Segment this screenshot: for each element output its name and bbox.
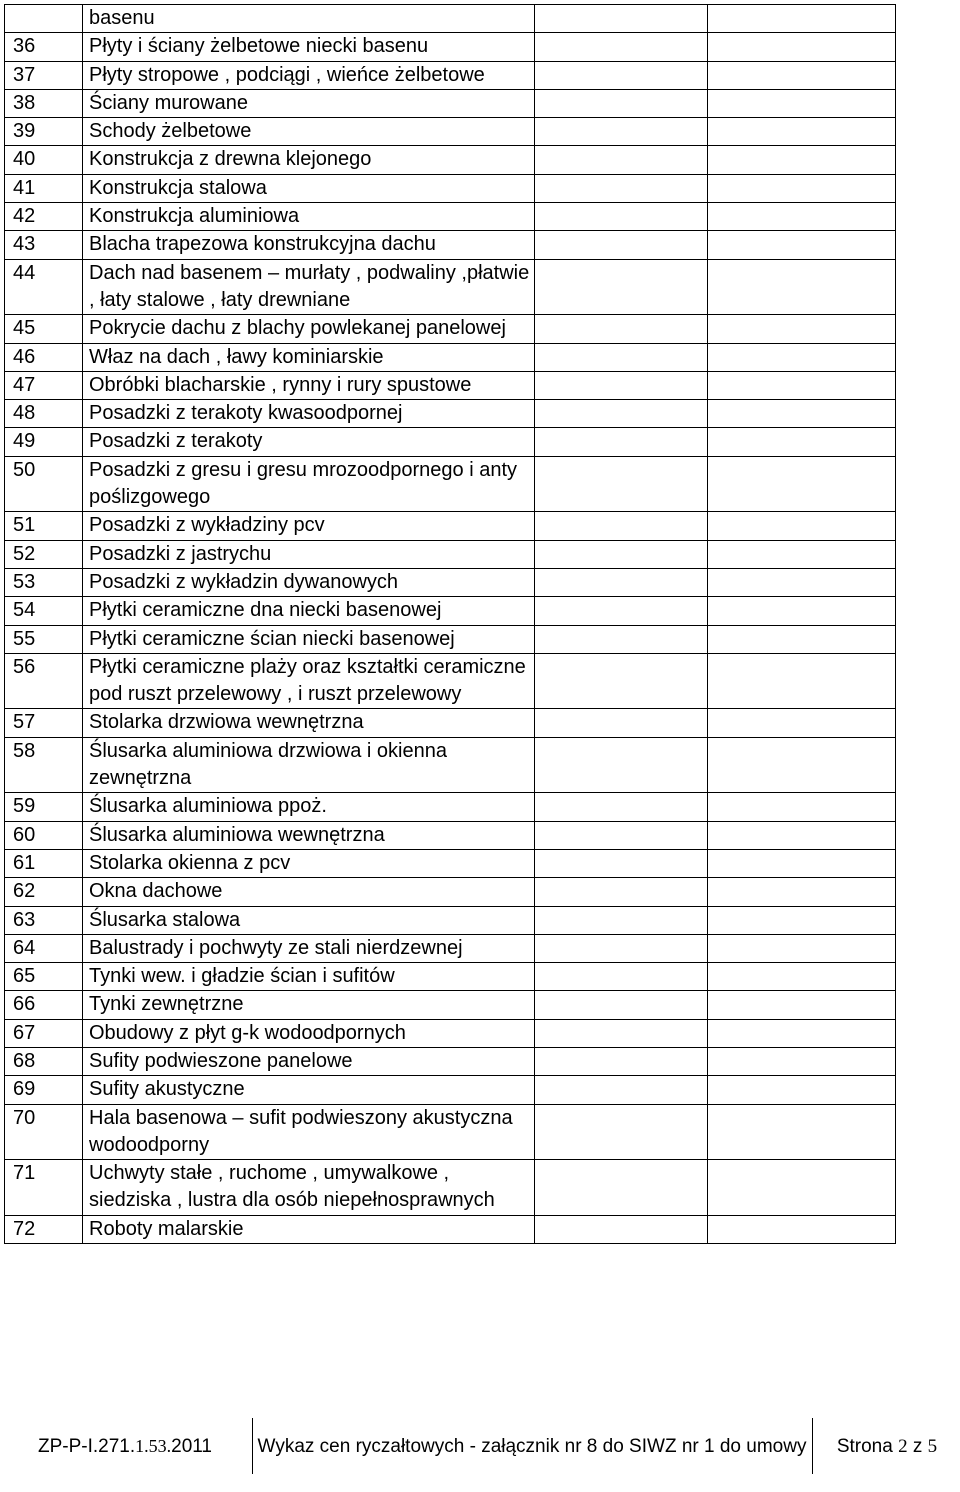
row-description: Ślusarka stalowa: [83, 906, 535, 934]
row-description: Płyty stropowe , podciągi , wieńce żelbetowe: [83, 61, 535, 89]
row-value-cell: [708, 400, 896, 428]
table-row: [5, 5, 896, 33]
row-number: 44: [5, 259, 83, 315]
row-description: Uchwyty stałe , ruchome , umywalkowe , siedziska , lustra dla osób niepełnosprawnych: [83, 1160, 535, 1216]
row-number: 52: [5, 540, 83, 568]
row-number: 42: [5, 203, 83, 231]
row-description: Tynki zewnętrzne: [83, 991, 535, 1019]
table-row: [5, 174, 896, 202]
row-description: Ściany murowane: [83, 89, 535, 117]
row-value-cell: [708, 118, 896, 146]
footer-divider: [252, 1418, 253, 1474]
row-value-cell: [708, 33, 896, 61]
row-price-cell: [535, 371, 708, 399]
row-number: 58: [5, 737, 83, 793]
row-description: Posadzki z terakoty kwasoodpornej: [83, 400, 535, 428]
table-row: [5, 1160, 896, 1216]
row-price-cell: [535, 231, 708, 259]
row-value-cell: [708, 512, 896, 540]
row-number: 64: [5, 934, 83, 962]
row-number: 70: [5, 1104, 83, 1160]
table-row: [5, 1104, 896, 1160]
row-price-cell: [535, 203, 708, 231]
row-value-cell: [708, 568, 896, 596]
row-price-cell: [535, 821, 708, 849]
table-row: [5, 540, 896, 568]
row-description: Stolarka drzwiowa wewnętrzna: [83, 709, 535, 737]
table-row: [5, 456, 896, 512]
row-value-cell: [708, 146, 896, 174]
row-price-cell: [535, 597, 708, 625]
row-number: 41: [5, 174, 83, 202]
row-value-cell: [708, 878, 896, 906]
row-description: Płytki ceramiczne ścian niecki basenowej: [83, 625, 535, 653]
row-price-cell: [535, 793, 708, 821]
row-value-cell: [708, 1104, 896, 1160]
table-row: [5, 343, 896, 371]
row-number: 59: [5, 793, 83, 821]
table-row: [5, 906, 896, 934]
row-price-cell: [535, 625, 708, 653]
document-code-year: 2011: [171, 1435, 212, 1457]
table-row: [5, 1076, 896, 1104]
row-description: Płytki ceramiczne dna niecki basenowej: [83, 597, 535, 625]
row-value-cell: [708, 371, 896, 399]
row-number: 53: [5, 568, 83, 596]
row-price-cell: [535, 653, 708, 709]
row-description: Dach nad basenem – murłaty , podwaliny ,płatwie , łaty stalowe , łaty drewniane: [83, 259, 535, 315]
page-current: 2: [898, 1435, 908, 1457]
table-row: [5, 1215, 896, 1243]
table-row: [5, 737, 896, 793]
table-row: [5, 934, 896, 962]
row-description: Tynki wew. i gładzie ścian i sufitów: [83, 963, 535, 991]
table-row: [5, 1019, 896, 1047]
row-price-cell: [535, 849, 708, 877]
table-row: [5, 400, 896, 428]
row-value-cell: [708, 1160, 896, 1216]
table-row: [5, 991, 896, 1019]
table-row: [5, 1047, 896, 1075]
row-value-cell: [708, 991, 896, 1019]
row-value-cell: [708, 934, 896, 962]
row-value-cell: [708, 5, 896, 33]
table-row: [5, 89, 896, 117]
row-number: 62: [5, 878, 83, 906]
row-value-cell: [708, 1076, 896, 1104]
table-row: [5, 371, 896, 399]
row-value-cell: [708, 653, 896, 709]
row-description: Posadzki z jastrychu: [83, 540, 535, 568]
row-description: Posadzki z gresu i gresu mrozoodpornego i anty poślizgowego: [83, 456, 535, 512]
row-number: 69: [5, 1076, 83, 1104]
row-value-cell: [708, 315, 896, 343]
row-value-cell: [708, 61, 896, 89]
table-row: [5, 512, 896, 540]
footer-divider: [812, 1418, 813, 1474]
row-price-cell: [535, 906, 708, 934]
row-number: 66: [5, 991, 83, 1019]
row-number: 65: [5, 963, 83, 991]
row-number: 45: [5, 315, 83, 343]
row-number: 55: [5, 625, 83, 653]
table-row: [5, 428, 896, 456]
row-value-cell: [708, 906, 896, 934]
table-row: [5, 709, 896, 737]
row-price-cell: [535, 33, 708, 61]
row-description: Płyty i ściany żelbetowe niecki basenu: [83, 33, 535, 61]
row-price-cell: [535, 512, 708, 540]
page-total: 5: [927, 1435, 938, 1457]
row-description: Blacha trapezowa konstrukcyjna dachu: [83, 231, 535, 259]
table-row: [5, 203, 896, 231]
row-description: Sufity podwieszone panelowe: [83, 1047, 535, 1075]
table-row: [5, 821, 896, 849]
row-price-cell: [535, 709, 708, 737]
table-row: [5, 878, 896, 906]
table-row: [5, 61, 896, 89]
row-description: Balustrady i pochwyty ze stali nierdzewnej: [83, 934, 535, 962]
row-number: 40: [5, 146, 83, 174]
page-number: [814, 1418, 960, 1474]
row-price-cell: [535, 568, 708, 596]
row-description: Konstrukcja aluminiowa: [83, 203, 535, 231]
row-value-cell: [708, 203, 896, 231]
row-number: 49: [5, 428, 83, 456]
row-number: 48: [5, 400, 83, 428]
row-number: 39: [5, 118, 83, 146]
row-value-cell: [708, 1047, 896, 1075]
row-description: Sufity akustyczne: [83, 1076, 535, 1104]
table-row: [5, 315, 896, 343]
table-row: [5, 146, 896, 174]
row-price-cell: [535, 991, 708, 1019]
row-value-cell: [708, 709, 896, 737]
row-price-cell: [535, 146, 708, 174]
row-price-cell: [535, 1160, 708, 1216]
row-price-cell: [535, 343, 708, 371]
row-number: 72: [5, 1215, 83, 1243]
table-row: [5, 568, 896, 596]
row-price-cell: [535, 315, 708, 343]
row-value-cell: [708, 428, 896, 456]
row-number: 47: [5, 371, 83, 399]
row-price-cell: [535, 540, 708, 568]
table-row: [5, 33, 896, 61]
row-price-cell: [535, 456, 708, 512]
row-number: 63: [5, 906, 83, 934]
page-footer: [0, 1418, 960, 1474]
table-body: [5, 5, 896, 1244]
row-value-cell: [708, 174, 896, 202]
price-table: [4, 4, 896, 1244]
table-row: [5, 231, 896, 259]
row-price-cell: [535, 259, 708, 315]
row-description: Hala basenowa – sufit podwieszony akustyczna wodoodporny: [83, 1104, 535, 1160]
row-price-cell: [535, 118, 708, 146]
row-number: 57: [5, 709, 83, 737]
row-value-cell: [708, 89, 896, 117]
page-label: Strona: [836, 1435, 893, 1457]
row-number: 71: [5, 1160, 83, 1216]
row-description: Posadzki z terakoty: [83, 428, 535, 456]
row-value-cell: [708, 849, 896, 877]
row-value-cell: [708, 597, 896, 625]
row-description: Okna dachowe: [83, 878, 535, 906]
row-price-cell: [535, 400, 708, 428]
row-price-cell: [535, 174, 708, 202]
row-description: Roboty malarskie: [83, 1215, 535, 1243]
row-number: 50: [5, 456, 83, 512]
row-description: Obróbki blacharskie , rynny i rury spustowe: [83, 371, 535, 399]
page-of: z: [912, 1435, 923, 1457]
row-price-cell: [535, 963, 708, 991]
row-description: Ślusarka aluminiowa drzwiowa i okienna zewnętrzna: [83, 737, 535, 793]
row-description: Właz na dach , ławy kominiarskie: [83, 343, 535, 371]
row-value-cell: [708, 625, 896, 653]
row-number: 56: [5, 653, 83, 709]
row-number: 67: [5, 1019, 83, 1047]
row-value-cell: [708, 793, 896, 821]
document-code-digits: 1.53.: [135, 1435, 172, 1456]
row-description: Pokrycie dachu z blachy powlekanej panelowej: [83, 315, 535, 343]
row-description: Konstrukcja stalowa: [83, 174, 535, 202]
row-number: 37: [5, 61, 83, 89]
row-number: 51: [5, 512, 83, 540]
row-price-cell: [535, 1104, 708, 1160]
row-value-cell: [708, 540, 896, 568]
row-description: Posadzki z wykładzin dywanowych: [83, 568, 535, 596]
table-row: [5, 259, 896, 315]
row-value-cell: [708, 1215, 896, 1243]
row-value-cell: [708, 1019, 896, 1047]
row-price-cell: [535, 89, 708, 117]
table-row: [5, 793, 896, 821]
table-row: [5, 118, 896, 146]
row-description: Płytki ceramiczne plaży oraz kształtki ceramiczne pod ruszt przelewowy , i ruszt przelewowy: [83, 653, 535, 709]
row-number: 43: [5, 231, 83, 259]
row-price-cell: [535, 1215, 708, 1243]
row-value-cell: [708, 963, 896, 991]
row-number: 46: [5, 343, 83, 371]
table-row: [5, 625, 896, 653]
row-price-cell: [535, 934, 708, 962]
row-description: Stolarka okienna z pcv: [83, 849, 535, 877]
row-description: Ślusarka aluminiowa ppoż.: [83, 793, 535, 821]
table-row: [5, 653, 896, 709]
row-value-cell: [708, 259, 896, 315]
table-row: [5, 597, 896, 625]
row-number: 61: [5, 849, 83, 877]
row-number: 36: [5, 33, 83, 61]
row-price-cell: [535, 428, 708, 456]
document-code-prefix: ZP-P-I.271.: [37, 1435, 136, 1457]
row-number: 38: [5, 89, 83, 117]
row-description: Konstrukcja z drewna klejonego: [83, 146, 535, 174]
row-description: Schody żelbetowe: [83, 118, 535, 146]
row-price-cell: [535, 1019, 708, 1047]
row-value-cell: [708, 231, 896, 259]
table-row: [5, 849, 896, 877]
row-number: 54: [5, 597, 83, 625]
row-number: 68: [5, 1047, 83, 1075]
row-price-cell: [535, 61, 708, 89]
document-code: [0, 1418, 250, 1474]
row-value-cell: [708, 737, 896, 793]
row-price-cell: [535, 737, 708, 793]
row-description: Posadzki z wykładziny pcv: [83, 512, 535, 540]
table-row: [5, 963, 896, 991]
row-value-cell: [708, 821, 896, 849]
row-price-cell: [535, 1076, 708, 1104]
row-price-cell: [535, 878, 708, 906]
row-value-cell: [708, 343, 896, 371]
row-price-cell: [535, 1047, 708, 1075]
row-description: Obudowy z płyt g-k wodoodpornych: [83, 1019, 535, 1047]
row-description: basenu: [83, 5, 535, 33]
row-number: [5, 5, 83, 33]
row-value-cell: [708, 456, 896, 512]
row-number: 60: [5, 821, 83, 849]
row-description: Ślusarka aluminiowa wewnętrzna: [83, 821, 535, 849]
document-title: Wykaz cen ryczałtowych - załącznik nr 8 do SIWZ nr 1 do umowy: [257, 1435, 807, 1457]
row-price-cell: [535, 5, 708, 33]
